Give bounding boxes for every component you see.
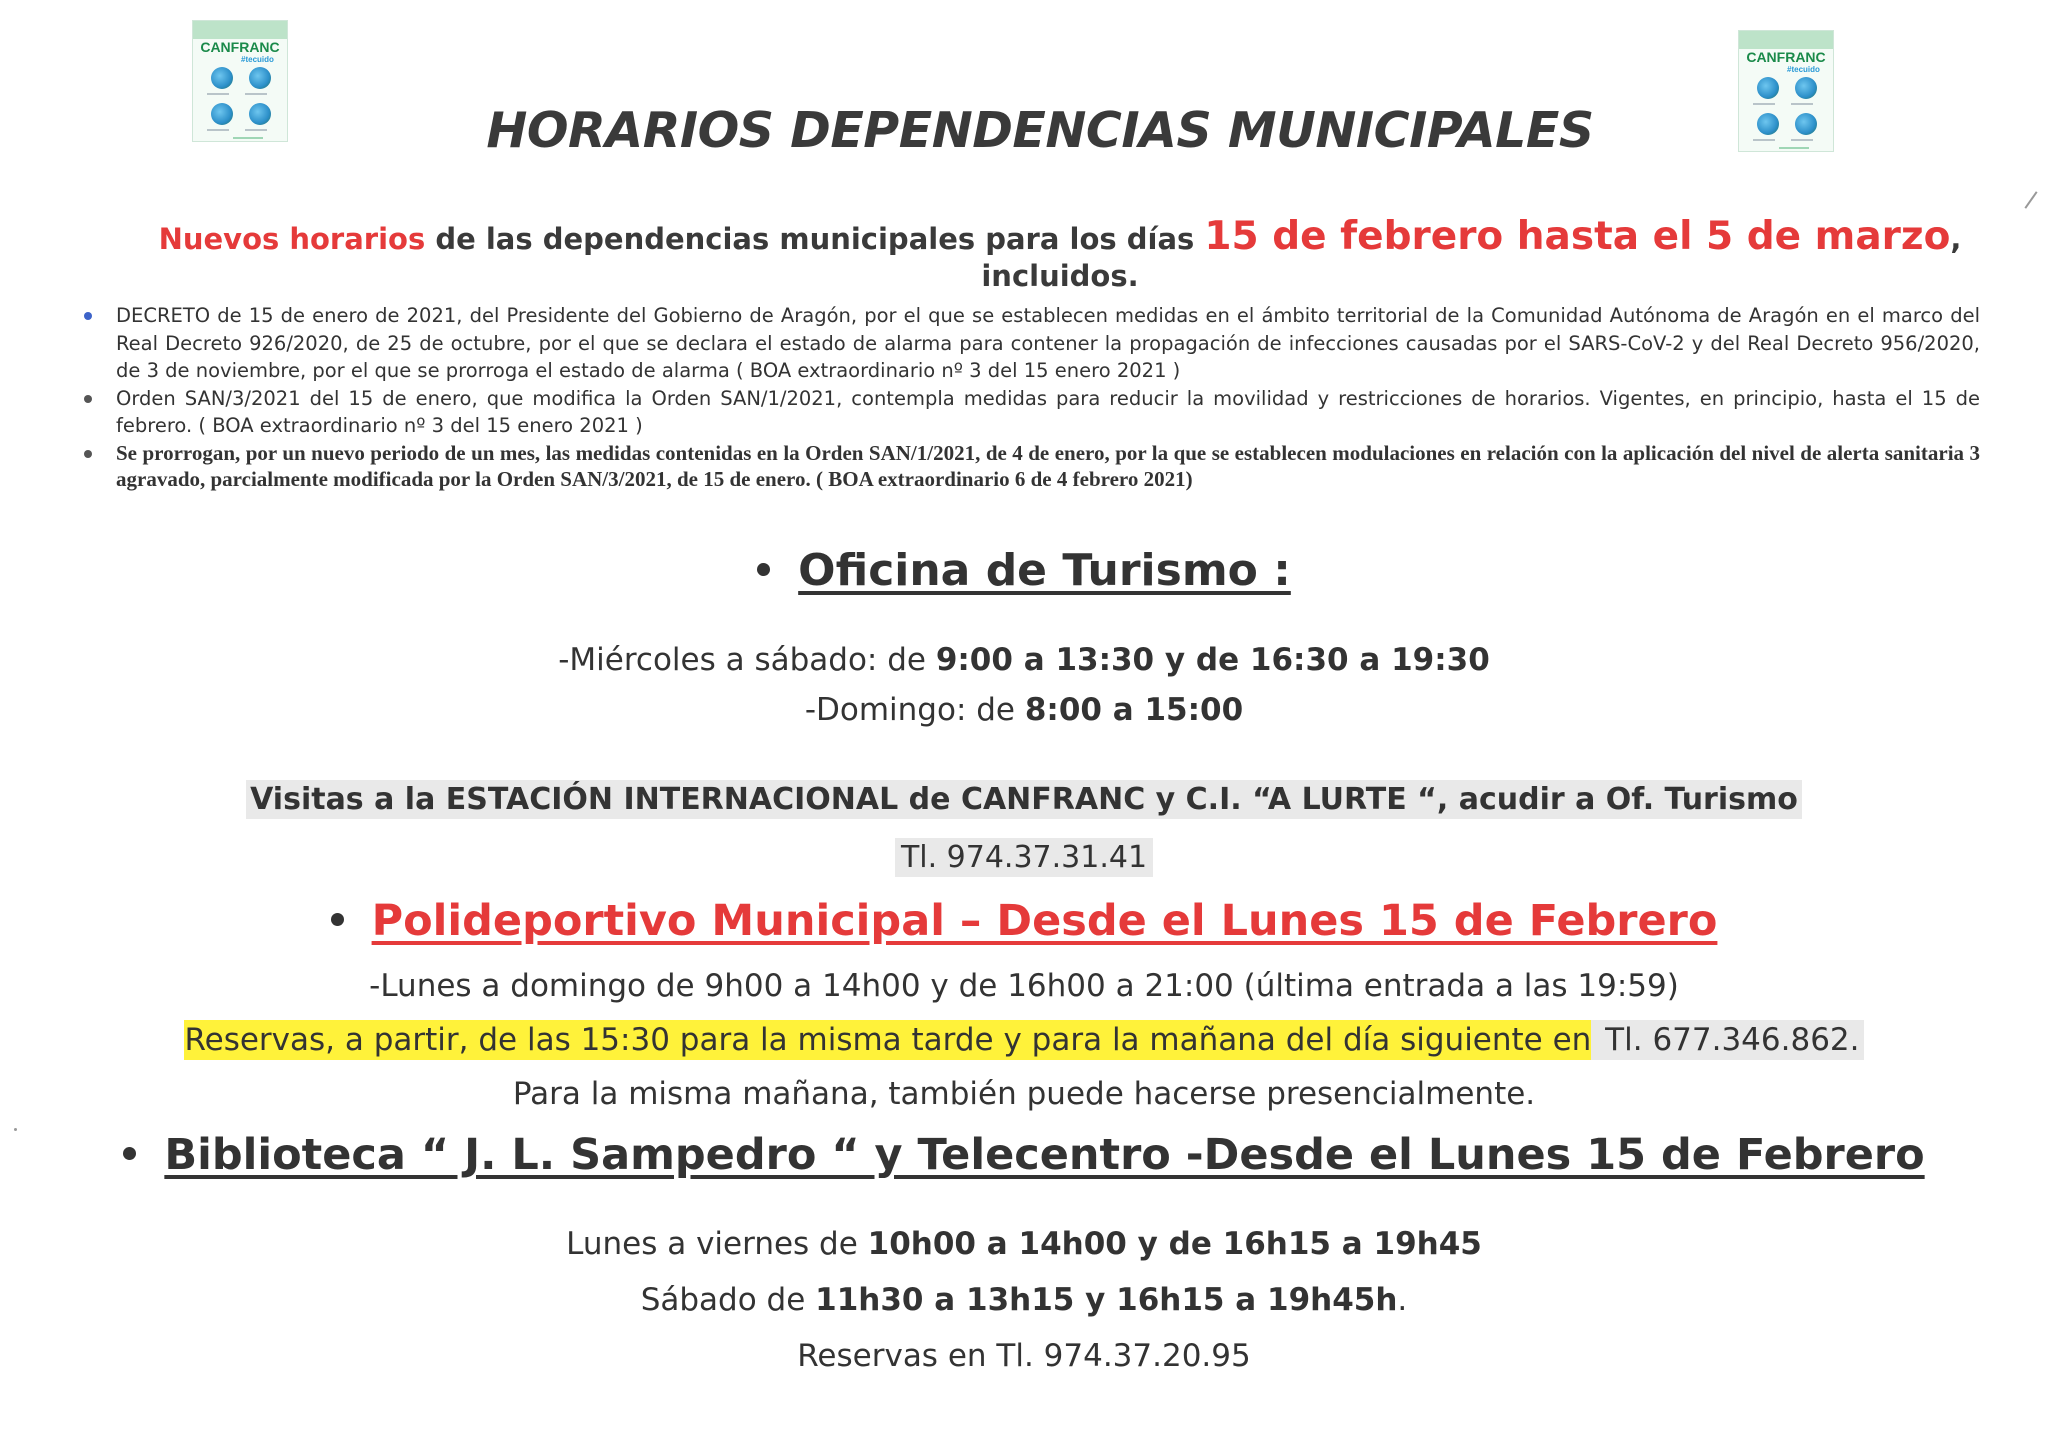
canfranc-logo-left	[192, 20, 288, 142]
logo-tagline: #tecuido	[1787, 65, 1820, 74]
subtitle	[100, 214, 2020, 293]
turismo-dom-label: -Domingo: de	[804, 692, 1025, 728]
polideportivo-reservas	[0, 1022, 2048, 1058]
legal-item	[80, 302, 1980, 385]
turismo-phone	[0, 840, 2048, 875]
legal-item	[80, 440, 1980, 492]
section-turismo-heading	[0, 545, 2048, 596]
turismo-phone-text: Tl. 974.37.31.41	[895, 838, 1153, 877]
turismo-hours-weekday	[0, 642, 2048, 678]
page-title: HORARIOS DEPENDENCIAS MUNICIPALES	[486, 102, 1594, 159]
biblioteca-sat-label: Sábado de	[640, 1282, 816, 1318]
biblioteca-hours-saturday	[0, 1282, 2048, 1318]
polideportivo-heading-text: Polideportivo Municipal – Desde el Lunes 15 de Febrero	[371, 896, 1718, 946]
biblioteca-sat-hours: 11h30 a 13h15 y 16h15 a 19h45h	[815, 1282, 1398, 1318]
biblioteca-week-label: Lunes a viernes de	[566, 1226, 868, 1262]
polideportivo-reservas-text: Reservas, a partir, de las 15:30 para la misma tarde y para la mañana del día siguiente en	[184, 1022, 1592, 1058]
scan-mark	[14, 1128, 17, 1131]
bullet-icon	[331, 913, 344, 926]
legal-item	[80, 385, 1980, 440]
legal-references	[80, 302, 1980, 492]
biblioteca-sat-end: .	[1397, 1282, 1408, 1318]
turismo-dom-hours: 8:00 a 15:00	[1024, 692, 1244, 728]
turismo-visitas-text: Visitas a la ESTACIÓN INTERNACIONAL de CANFRANC y C.I. “A LURTE “, acudir a Of. Turismo	[246, 780, 1802, 819]
subtitle-dates: 15 de febrero hasta el 5 de marzo	[1204, 214, 1951, 259]
logo-name: CANFRANC	[1746, 49, 1826, 65]
section-polideportivo-heading	[0, 896, 2048, 946]
section-biblioteca-heading	[0, 1130, 2048, 1180]
bullet-icon	[123, 1147, 136, 1160]
turismo-mie-label: -Miércoles a sábado: de	[558, 642, 936, 678]
logo-tagline: #tecuido	[241, 55, 274, 64]
legal-item-text: DECRETO de 15 de enero de 2021, del Presidente del Gobierno de Aragón, por el que se establecen medidas en el ámbito territorial de la Comunidad Autónoma de Aragón en el marco del Real Decreto 926/2020, de 25 de octubre, por el que se declara el estado de alarma para contener la propagación de infecciones causadas por el SARS-CoV-2 y del Real Decreto 956/2020, de 3 de noviembre, por el que se prorroga el estado de alarma ( BOA extraordinario nº 3 del 15 enero 2021 )	[116, 304, 1980, 382]
polideportivo-hours: -Lunes a domingo de 9h00 a 14h00 y de 16h00 a 21:00 (última entrada a las 19:59)	[369, 968, 1679, 1004]
biblioteca-hours-weekday	[0, 1226, 2048, 1262]
polideportivo-presencial: Para la misma mañana, también puede hacerse presencialmente.	[512, 1076, 1536, 1112]
logo-name: CANFRANC	[200, 39, 280, 55]
legal-item-text: Orden SAN/3/2021 del 15 de enero, que modifica la Orden SAN/1/2021, contempla medidas para reducir la movilidad y restricciones de horarios. Vigentes, en principio, hasta el 15 de febrero. ( BOA extraordinario nº 3 del 15 enero 2021 )	[116, 386, 1980, 437]
biblioteca-reservas: Reservas en Tl. 974.37.20.95	[797, 1338, 1251, 1374]
turismo-hours-sunday	[0, 692, 2048, 728]
turismo-visitas	[0, 782, 2048, 817]
polideportivo-phone: Tl. 677.346.862.	[1591, 1020, 1863, 1060]
canfranc-logo-right	[1738, 30, 1834, 152]
subtitle-lead: Nuevos horarios	[158, 222, 426, 256]
biblioteca-heading-text: Biblioteca “ J. L. Sampedro “ y Telecentro -Desde el Lunes 15 de Febrero	[164, 1130, 1925, 1180]
turismo-mie-hours: 9:00 a 13:30 y de 16:30 a 19:30	[935, 642, 1490, 678]
turismo-heading-text: Oficina de Turismo :	[798, 545, 1291, 596]
subtitle-text: de las dependencias municipales para los días	[425, 222, 1205, 256]
subtitle-end: , incluidos.	[981, 222, 1962, 293]
legal-item-text: Se prorrogan, por un nuevo periodo de un mes, las medidas contenidas en la Orden SAN/1/2021, de 4 de enero, por la que se establecen modulaciones en relación con la aplicación del nivel de alerta sanitaria 3 agravado, parcialmente modificada por la Orden SAN/3/2021, de 15 de enero. ( BOA extraordinario 6 de 4 febrero 2021)	[116, 440, 1980, 491]
scan-mark	[2024, 191, 2037, 209]
biblioteca-week-hours: 10h00 a 14h00 y de 16h15 a 19h45	[867, 1226, 1482, 1262]
bullet-icon	[757, 563, 770, 576]
